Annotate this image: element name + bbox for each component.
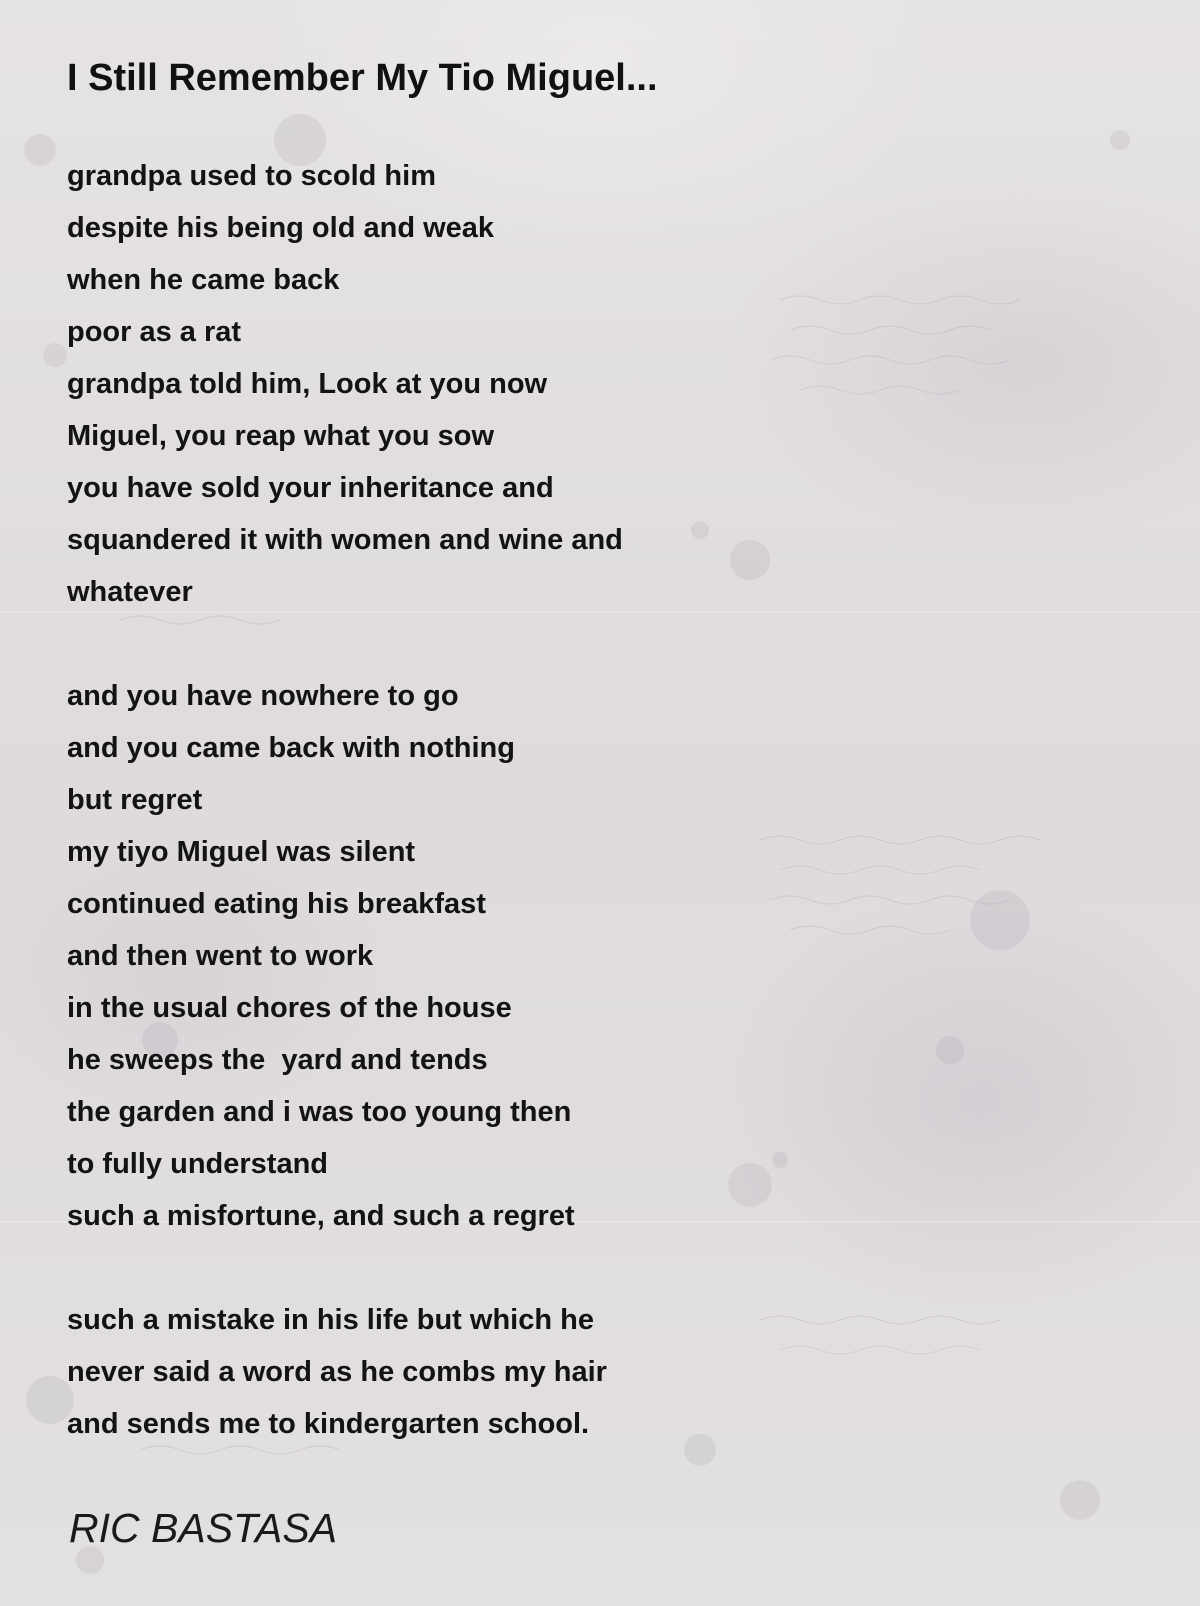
poem-author: RIC BASTASA (69, 1505, 338, 1551)
poem-line: and you came back with nothing (67, 732, 515, 764)
poem-line: grandpa used to scold him (67, 160, 436, 192)
poem-line: and then went to work (67, 940, 374, 972)
poem-line: in the usual chores of the house (67, 992, 512, 1024)
stanza-break (67, 618, 827, 670)
poem-line: to fully understand (67, 1148, 328, 1180)
poem-body (67, 150, 827, 1450)
poem-line: Miguel, you reap what you sow (67, 420, 494, 452)
poem-line: he sweeps the yard and tends (67, 1044, 488, 1076)
poem-line: whatever (67, 576, 193, 608)
poem-line: continued eating his breakfast (67, 888, 486, 920)
poem-line: despite his being old and weak (67, 212, 495, 244)
poem-line: when he came back (67, 264, 340, 296)
poem-line: poor as a rat (67, 316, 242, 348)
poem-line: and you have nowhere to go (67, 680, 459, 712)
poem-line: and sends me to kindergarten school. (67, 1408, 590, 1440)
poem-line: grandpa told him, Look at you now (67, 368, 548, 400)
poem-line: you have sold your inheritance and (67, 472, 554, 504)
poem-line: my tiyo Miguel was silent (67, 836, 416, 868)
poem-line: never said a word as he combs my hair (67, 1356, 607, 1388)
poem-line: squandered it with women and wine and (67, 524, 623, 556)
poem-line: such a mistake in his life but which he (67, 1304, 594, 1336)
stanza-break (67, 1242, 827, 1294)
poem-line: but regret (67, 784, 203, 816)
poem-line: the garden and i was too young then (67, 1096, 572, 1128)
poem-title: I Still Remember My Tio Miguel... (67, 57, 658, 99)
poem-line: such a misfortune, and such a regret (67, 1200, 575, 1232)
